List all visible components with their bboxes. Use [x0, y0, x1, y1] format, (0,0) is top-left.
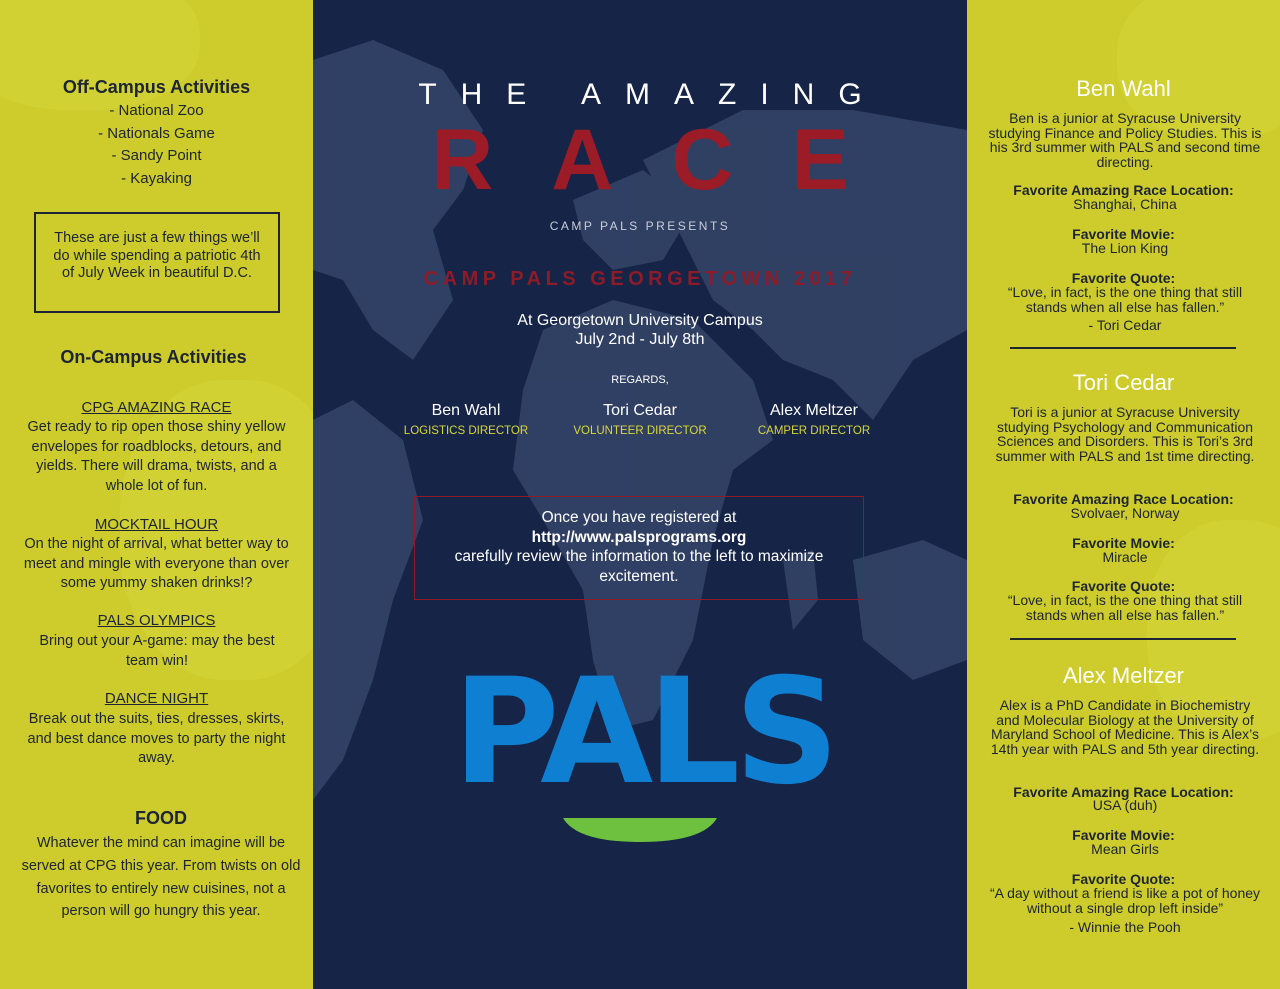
title-line-1: THE AMAZING	[418, 78, 886, 111]
off-campus-list	[0, 100, 313, 191]
location-label: Favorite Amazing Race Location:	[1013, 491, 1234, 507]
registration-box	[414, 496, 864, 600]
logo-text: PALS	[453, 660, 833, 817]
quote-value: “Love, in fact, is the one thing that still stands when all else has fallen.”	[1007, 592, 1243, 623]
profile-bio: Alex is a PhD Candidate in Biochemistry and Molecular Biology at the University of Maryland School of Medicine. This is Alex’s 14th year with PALS and 5th year directing.	[990, 697, 1260, 757]
registration-link[interactable]: http://www.palsprograms.org	[531, 528, 747, 546]
location-label: Favorite Amazing Race Location:	[1013, 182, 1234, 198]
activity-title: DANCE NIGHT	[104, 690, 209, 707]
note-text: These are just a few things we’ll do while spending a patriotic 4th of July Week in beautiful D.C.	[53, 230, 261, 281]
event-name: CAMP PALS GEORGETOWN 2017	[423, 268, 857, 290]
movie-label: Favorite Movie:	[1072, 535, 1175, 551]
profile-name: Tori Cedar	[1072, 370, 1175, 395]
movie-label: Favorite Movie:	[1072, 827, 1175, 843]
presents-text: CAMP PALS PRESENTS	[549, 219, 731, 233]
location-value: Svolvaer, Norway	[1070, 505, 1180, 521]
location-label: Favorite Amazing Race Location:	[1013, 784, 1234, 800]
map-landmass	[313, 400, 423, 800]
movie-value: Mean Girls	[1091, 841, 1159, 857]
quote-label: Favorite Quote:	[1071, 270, 1176, 286]
director-name: Tori Cedar	[603, 402, 677, 419]
right-panel	[967, 0, 1280, 989]
list-item: - Nationals Game	[98, 124, 215, 142]
profile-name: Ben Wahl	[1076, 76, 1171, 101]
title-line-2: RACE	[431, 112, 907, 208]
activity-text: Get ready to rip open those shiny yellow envelopes for roadblocks, detours, and yields. There will drama, twists, and a whole lot of fun.	[27, 419, 286, 494]
map-landmass	[853, 540, 967, 680]
on-campus-title: On-Campus Activities	[60, 347, 247, 367]
smile-icon	[563, 818, 717, 842]
movie-value: Miracle	[1102, 549, 1148, 565]
activity-text: On the night of arrival, what better way to meet and mingle with everyone than over some yummy shaken drinks!?	[23, 536, 290, 591]
director-name: Alex Meltzer	[769, 402, 859, 419]
activity-title: PALS OLYMPICS	[97, 612, 216, 629]
director-role: VOLUNTEER DIRECTOR	[573, 425, 707, 437]
center-panel	[313, 0, 967, 989]
quote-value: “Love, in fact, is the one thing that still stands when all else has fallen.”	[1007, 284, 1243, 315]
quote-author: - Winnie the Pooh	[1069, 919, 1181, 935]
director-name: Ben Wahl	[431, 402, 501, 419]
divider	[1010, 638, 1236, 640]
location-value: USA (duh)	[1092, 797, 1158, 813]
regards-label: REGARDS,	[611, 374, 669, 386]
off-campus-title: Off-Campus Activities	[62, 77, 251, 97]
left-panel	[0, 0, 313, 989]
quote-author: - Tori Cedar	[1088, 317, 1162, 333]
profile-bio: Ben is a junior at Syracuse University studying Finance and Policy Studies. This is his 3rd summer with PALS and second time directing.	[988, 110, 1262, 170]
divider	[1010, 347, 1236, 349]
director-tori	[553, 402, 727, 437]
registration-note: carefully review the information to the left to maximize excitement.	[454, 548, 824, 585]
note-box	[34, 212, 280, 313]
quote-label: Favorite Quote:	[1071, 578, 1176, 594]
director-role: CAMPER DIRECTOR	[757, 425, 871, 437]
pals-logo	[453, 660, 833, 850]
profile-bio: Tori is a junior at Syracuse University studying Psychology and Communication Sciences and Disorders. This is Tori’s 3rd summer with PALS and 1st time directing.	[995, 404, 1255, 464]
food-title: FOOD	[135, 808, 187, 828]
activity-title: MOCKTAIL HOUR	[94, 516, 219, 533]
activity-text: Break out the suits, ties, dresses, skirts, and best dance moves to party the night away.	[27, 711, 286, 766]
profile-name: Alex Meltzer	[1062, 663, 1185, 688]
quote-value: “A day without a friend is like a pot of honey without a single drop left inside”	[989, 885, 1261, 916]
movie-label: Favorite Movie:	[1072, 226, 1175, 242]
event-location: At Georgetown University Campus	[517, 312, 763, 329]
activity-title: CPG AMAZING RACE	[81, 399, 232, 416]
list-item: - Kayaking	[121, 170, 192, 188]
registration-text: Once you have registered at	[541, 509, 737, 526]
activity-text: Bring out your A-game: may the best team win!	[39, 633, 275, 669]
food-text: Whatever the mind can imagine will be served at CPG this year. From twists on old favorites to entirely new cuisines, not a person will go hungry this year.	[21, 835, 301, 920]
event-details	[313, 311, 967, 349]
list-item: - National Zoo	[109, 102, 204, 119]
director-alex	[727, 402, 901, 437]
director-ben	[379, 402, 553, 437]
movie-value: The Lion King	[1081, 240, 1169, 256]
quote-label: Favorite Quote:	[1071, 871, 1176, 887]
director-role: LOGISTICS DIRECTOR	[403, 425, 529, 437]
event-dates: July 2nd - July 8th	[575, 331, 705, 348]
list-item: - Sandy Point	[111, 147, 202, 165]
location-value: Shanghai, China	[1073, 196, 1177, 212]
